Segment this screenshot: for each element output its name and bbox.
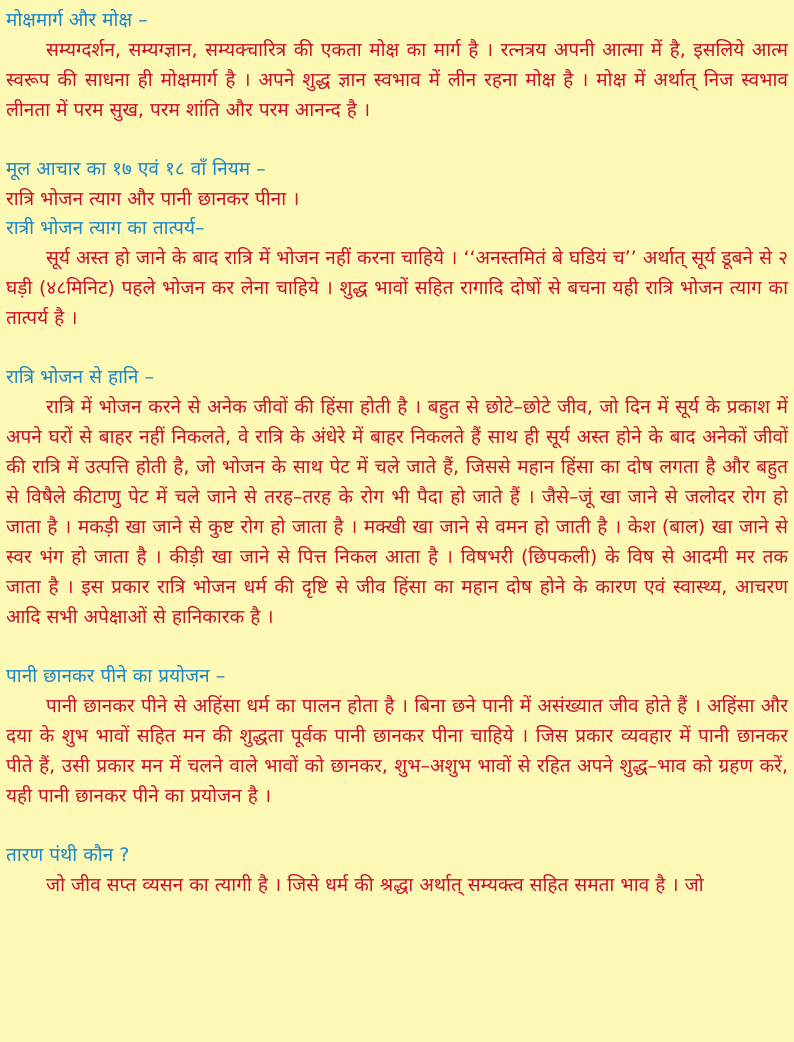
para-taran: जो जीव सप्त व्यसन का त्यागी है । जिसे धर्म की श्रद्धा अर्थात् सम्यक्त्व सहित समता भाव है । जो: [46, 874, 704, 896]
para-water: पानी छानकर पीने से अहिंसा धर्म का पालन होता है । बिना छने पानी में असंख्यात जीव होते हैं । अहिंसा और दया के शुभ भावों सहित मन की शुद्धता पूर्वक पानी छानकर पीना चाहिये । जिस प्रकार व्यवहार में पानी छानकर पीते हैं, उसी प्रकार मन में चलने वाले भावों को छानकर, शुभ–अशुभ भावों से रहित अपने शुद्ध–भाव को ग्रहण करें, यही पानी छानकर पीने का प्रयोजन है ।: [6, 695, 788, 807]
para-moksha: सम्यग्दर्शन, सम्यग्ज्ञान, सम्यक्चारित्र की एकता मोक्ष का मार्ग है । रत्नत्रय अपनी आत्मा में है, इसलिये आत्म स्वरूप की साधना ही मोक्षमार्ग है । अपने शुद्ध ज्ञान स्वभाव में लीन रहना मोक्ष है । मोक्ष में अर्थात् निज स्वभाव लीनता में परम सुख, परम शांति और परम आनन्द है ।: [6, 39, 788, 121]
para-night-purpose: सूर्य अस्त हो जाने के बाद रात्रि में भोजन नहीं करना चाहिये । ‘‘अनस्तमितं बे घडियं च’’ अर्थात् सूर्य डूबने से २ घड़ी (४८मिनिट) पहले भोजन कर लेना चाहिये । शुद्ध भावों सहित रागादि दोषों से बचना यही रात्रि भोजन त्याग का तात्पर्य है ।: [6, 247, 788, 329]
heading-night-purpose: रात्री भोजन त्याग का तात्पर्य–: [6, 217, 205, 239]
para-night-harm: रात्रि में भोजन करने से अनेक जीवों की हिंसा होती है । बहुत से छोटे–छोटे जीव, जो दिन में सूर्य के प्रकाश में अपने घरों से बाहर नहीं निकलते, वे रात्रि के अंधेरे में बाहर निकलते हैं साथ ही सूर्य अस्त होने के बाद अनेकों जीवों की रात्रि में उत्पत्ति होती है, जो भोजन के साथ पेट में चले जाते हैं, जिससे महान हिंसा का दोष लगता है और बहुत से विषैले कीटाणु पेट में चले जाने से तरह–तरह के रोग भी पैदा हो जाते हैं । जैसे–जूं खा जाने से जलोदर रोग हो जाता है । मकड़ी खा जाने से कुष्ट रोग हो जाता है । मक्खी खा जाने से वमन हो जाती है । केश (बाल) खा जाने से स्वर भंग हो जाता है । कीड़ी खा जाने से पित्त निकल आता है । विषभरी (छिपकली) के विष से आदमी मर तक जाता है । इस प्रकार रात्रि भोजन धर्म की दृष्टि से जीव हिंसा का महान दोष होने के कारण एवं स्वास्थ्य, आचरण आदि सभी अपेक्षाओं से हानिकारक है ।: [6, 396, 788, 628]
heading-taran: तारण पंथी कौन ?: [6, 844, 130, 866]
section-moksha: [6, 6, 788, 125]
heading-water: पानी छानकर पीने का प्रयोजन –: [6, 665, 226, 687]
heading-rules: मूल आचार का १७ एवं १८ वाँ नियम –: [6, 158, 266, 180]
section-gap: [6, 333, 788, 363]
section-gap: [6, 632, 788, 662]
section-taran: [6, 841, 788, 900]
section-gap: [6, 125, 788, 155]
section-gap: [6, 811, 788, 841]
heading-night-harm: रात्रि भोजन से हानि –: [6, 366, 155, 388]
section-rules: [6, 155, 788, 214]
section-night-harm: [6, 363, 788, 632]
section-night-purpose: [6, 214, 788, 333]
heading-moksha: मोक्षमार्ग और मोक्ष –: [6, 9, 148, 31]
section-water: [6, 662, 788, 811]
line-rules: रात्रि भोजन त्याग और पानी छानकर पीना ।: [6, 188, 300, 210]
